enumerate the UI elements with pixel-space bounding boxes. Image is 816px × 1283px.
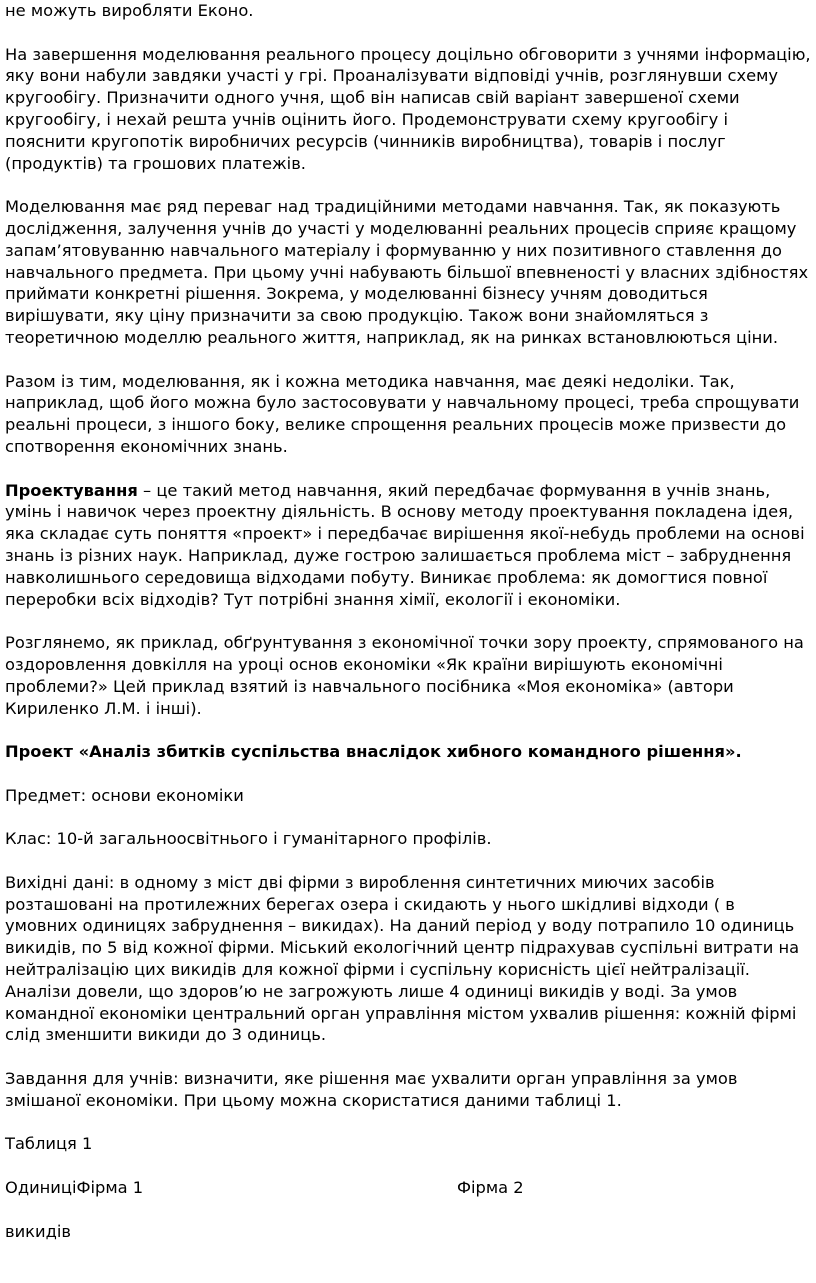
spacer [5, 806, 811, 828]
paragraph-modeling-advantages: Моделювання має ряд переваг над традиційними методами навчання. Так, як показують дослідження, залучення учнів до участі у моделюванні реальних процесів сприяє кращому запам’ятовуванню навчального матеріалу і формуванню у них позитивного ставлення до навчального предмета. При цьому учні набувають більшої впевненості у власних здібностях приймати конкретні рішення. Зокрема, у моделюванні бізнесу учням доводиться вирішувати, яку ціну призначити за свою продукцію. Також вони знайомляться з теоретичною моделлю реального життя, наприклад, як на ринках встановлюються ціни. [5, 197, 809, 347]
spacer [5, 1112, 811, 1134]
document-page [5, 0, 811, 1242]
spacer [5, 1046, 811, 1068]
paragraph-input-data: Вихідні дані: в одному з міст дві фірми з вироблення синтетичних миючих засобів розташовані на протилежних берегах озера і скидають у нього шкідливі відходи ( в умовних одиницях забруднення – викидах). На даний період у воду потрапило 10 одиниць викидів, по 5 від кожної фірми. Міський екологічний центр підрахував суспільні витрати на нейтралізацію цих викидів для кожної фірми і суспільну корисність цієї нейтралізації. Аналізи довели, що здоров’ю не загрожують лише 4 одиниці викидів у воді. За умов командної економіки центральний орган управління містом ухвалив рішення: кожній фірмі слід зменшити викиди до 3 одиниць. [5, 872, 800, 1045]
paragraph-projecting-definition [5, 480, 811, 611]
paragraph-subject: Предмет: основи економіки [5, 785, 244, 805]
spacer [5, 850, 811, 872]
paragraph-intro-fragment: не можуть виробляти Еконо. [5, 1, 254, 20]
spacer [5, 22, 811, 44]
paragraph-task: Завдання для учнів: визначити, яке рішення має ухвалити орган управління за умов змішаної економіки. При цьому можна скористатися даними таблиці 1. [5, 1069, 738, 1110]
table-caption: Таблиця 1 [5, 1134, 93, 1154]
spacer [5, 174, 811, 196]
spacer [5, 1155, 811, 1177]
spacer [5, 763, 811, 785]
spacer [5, 610, 811, 632]
project-heading: Проект «Аналіз збитків суспільства внаслідок хибного командного рішення». [5, 742, 742, 762]
table-header-emissions: викидів [5, 1221, 71, 1241]
term-projecting: Проектування [5, 480, 138, 500]
spacer [5, 349, 811, 371]
paragraph-project-example-intro: Розглянемо, як приклад, обґрунтування з економічної точки зору проекту, спрямованого на оздоровлення довкілля на уроці основ економіки «Як країни вирішують економічні проблеми?» Цей приклад взятий із навчального посібника «Моя економіка» (автори Кириленко Л.М. і інші). [5, 633, 804, 718]
table-header-units-firm1: ОдиниціФірма 1 [5, 1178, 144, 1198]
paragraph-modeling-drawbacks: Разом із тим, моделювання, як і кожна методика навчання, має деякі недоліки. Так, наприклад, щоб його можна було застосовувати у навчальному процесі, треба спрощувати реальні процеси, з іншого боку, велике спрощення реальних процесів може призвести до спотворення економічних знань. [5, 371, 800, 456]
table-header-row [5, 1177, 811, 1199]
spacer [5, 1199, 811, 1221]
table-header-firm2: Фірма 2 [457, 1178, 524, 1198]
paragraph-modeling-discussion: На завершення моделювання реального процесу доцільно обговорити з учнями інформацію, яку вони набули завдяки участі у грі. Проаналізувати відповіді учнів, розглянувши схему кругообігу. Призначити одного учня, щоб він написав свій варіант завершеної схеми кругообігу, і нехай решта учнів оцінить його. Продемонструвати схему кругообігу і пояснити кругопотік виробничих ресурсів (чинників виробництва), товарів і послуг (продуктів) та грошових платежів. [5, 44, 811, 173]
spacer [5, 458, 811, 480]
paragraph-class: Клас: 10-й загальноосвітнього і гуманітарного профілів. [5, 829, 492, 849]
projecting-definition-text: – це такий метод навчання, який передбачає формування в учнів знань, умінь і навичок через проектну діяльність. В основу методу проектування покладена ідея, яка складає суть поняття «проект» і передбачає вирішення якої-небудь проблеми на основі знань із різних наук. Наприклад, дуже гострою залишається проблема міст – забруднення навколишнього середовища відходами побуту. Виникає проблема: як домогтися повної переробки всіх відходів? Тут потрібні знання хімії, екології і економіки. [5, 480, 805, 609]
spacer [5, 719, 811, 741]
